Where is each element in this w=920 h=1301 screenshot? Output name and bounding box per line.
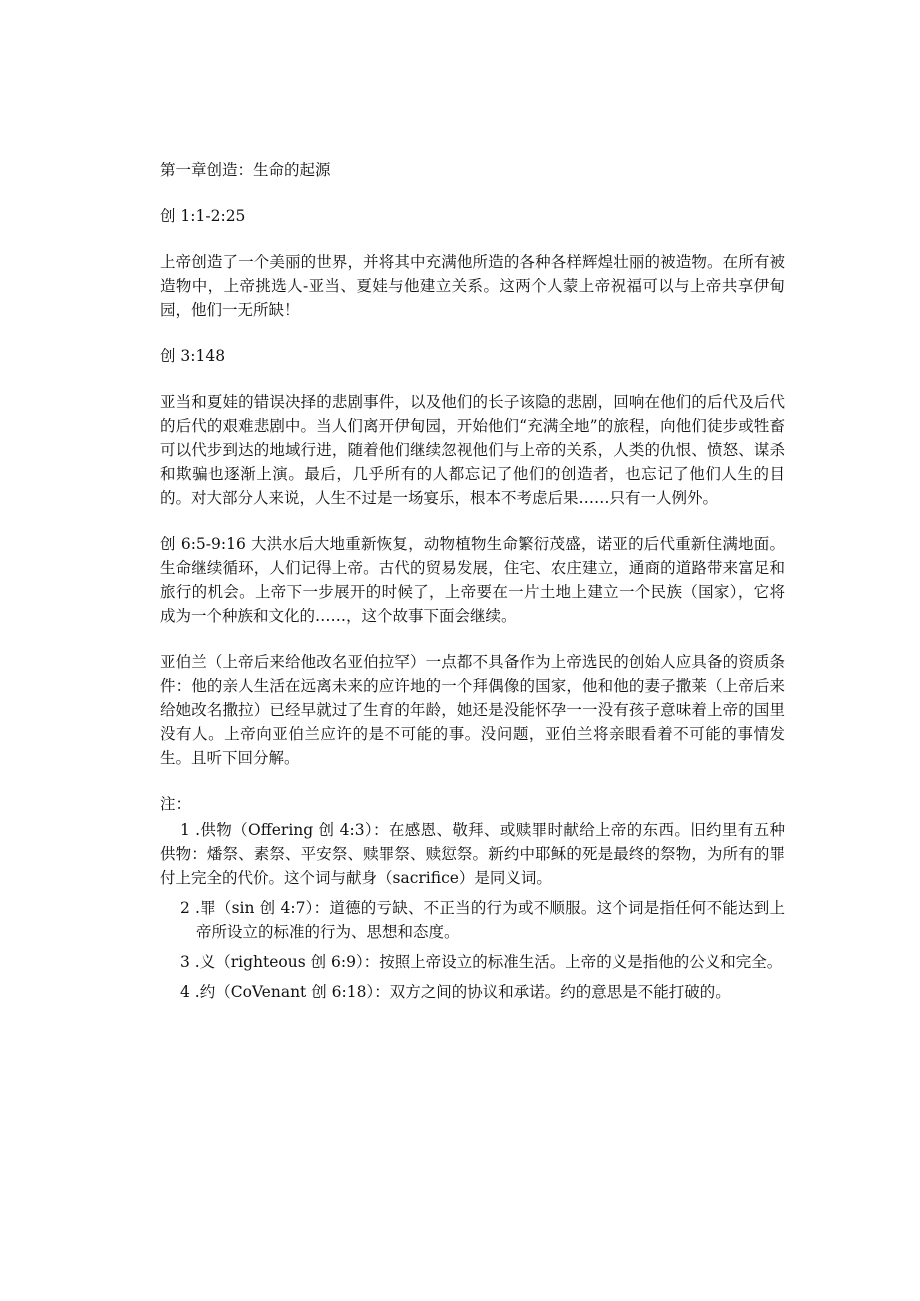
paragraph-fall: 亚当和夏娃的错误决择的悲剧事件，以及他们的长子该隐的悲剧，回响在他们的后代及后代的后代的艰难悲剧中。当人们离开伊甸园，开始他们“充满全地”的旅程，向他们徒步或牲畜可以代步到达的地域行进，随着他们继续忽视他们与上帝的关系，人类的仇恨、愤怒、谋杀和欺骗也逐渐上演。最后，几乎所有的人都忘记了他们的创造者，也忘记了他们人生的目的。对大部分人来说，人生不过是一场宴乐，根本不考虑后果……只有一人例外。 <box>160 393 785 507</box>
note-text: 罪（sin 创 4:7）：道德的亏缺、不正当的行为或不顺服。这个词是指任何不能达到上帝所设立的标准的行为、思想和态度。 <box>196 899 785 941</box>
note-item-sin <box>160 896 785 944</box>
chapter-title: 第一章创造：生命的起源 <box>160 161 331 179</box>
note-item-righteous <box>160 950 785 974</box>
note-text: 约（CoVenant 创 6:18）：双方之间的协议和承诺。约的意思是不能打破的。 <box>199 983 731 1001</box>
note-item-offering <box>160 818 785 890</box>
note-text: 供物（Offering 创 4:3）：在感恩、敬拜、或赎罪时献给上帝的东西。旧约里有五种供物：燔祭、素祭、平安祭、赎罪祭、赎愆祭。新约中耶稣的死是最终的祭物，为所有的罪付上完全的代价。这个词与献身（sacrifice）是同义词。 <box>160 821 785 887</box>
scripture-reference: 创 1:1-2:25 <box>160 207 246 225</box>
scripture-reference: 创 3:148 <box>160 347 226 365</box>
notes-list <box>160 818 785 1004</box>
document-page <box>160 158 785 1010</box>
note-item-covenant <box>160 980 785 1004</box>
notes-label: 注： <box>160 795 192 813</box>
note-number: 2 . <box>180 899 200 917</box>
paragraph-creation: 上帝创造了一个美丽的世界，并将其中充满他所造的各种各样辉煌壮丽的被造物。在所有被造物中，上帝挑选人-亚当、夏娃与他建立关系。这两个人蒙上帝祝福可以与上帝共享伊甸园，他们一无所缺！ <box>160 253 785 319</box>
note-text: 义（righteous 创 6:9）：按照上帝设立的标准生活。上帝的义是指他的公义和完全。 <box>199 953 783 971</box>
note-number: 3 . <box>180 953 200 971</box>
note-number: 1 . <box>180 821 201 839</box>
paragraph-flood: 创 6:5-9:16 大洪水后大地重新恢复，动物植物生命繁衍茂盛，诺亚的后代重新住满地面。生命继续循环，人们记得上帝。古代的贸易发展，住宅、农庄建立，通商的道路带来富足和旅行的机会。上帝下一步展开的时候了，上帝要在一片土地上建立一个民族（国家），它将成为一个种族和文化的……，这个故事下面会继续。 <box>160 535 785 625</box>
note-number: 4 . <box>180 983 200 1001</box>
paragraph-abram: 亚伯兰（上帝后来给他改名亚伯拉罕）一点都不具备作为上帝选民的创始人应具备的资质条件：他的亲人生活在远离未来的应许地的一个拜偶像的国家，他和他的妻子撒莱（上帝后来给她改名撒拉）已经早就过了生育的年龄，她还是没能怀孕一一没有孩子意味着上帝的国里没有人。上帝向亚伯兰应许的是不可能的事。没问题，亚伯兰将亲眼看着不可能的事情发生。且听下回分解。 <box>160 653 785 767</box>
